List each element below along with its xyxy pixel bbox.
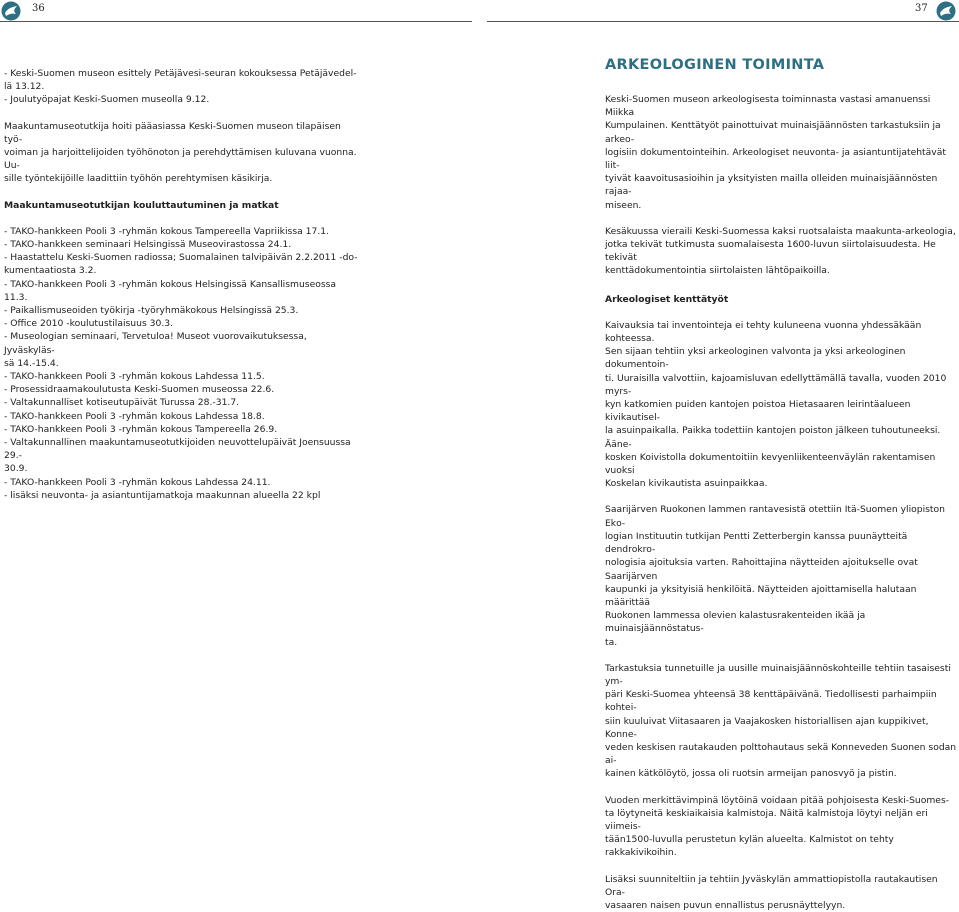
list-item: - TAKO-hankkeen Pooli 3 -ryhmän kokous Lahdessa 18.8. <box>4 410 265 422</box>
training-list <box>4 225 359 502</box>
intro-list <box>4 67 359 107</box>
list-item: - Office 2010 -koulutustilaisuus 30.3. <box>4 318 174 330</box>
list-item: - Haastattelu Keski-Suomen radiossa; Suomalainen talvipäivän 2.2.2011 -do- kumentaatiosta 3.2. <box>4 252 358 277</box>
archaeology-paragraph: Lisäksi suunniteltiin ja tehtiin Jyväskylän ammattiopistolla rautakautisen Ora- vasaaren naisen puvun ennallistus perusnäyttelyyn. <box>605 873 938 911</box>
left-header-rule <box>0 21 472 22</box>
list-item: - Joulutyöpajat Keski-Suomen museolla 9.12. <box>4 94 210 106</box>
right-header-rule <box>487 21 959 22</box>
section-heading: ARKEOLOGINEN TOIMINTA <box>605 57 825 73</box>
right-column <box>605 57 959 912</box>
bird-logo-icon <box>936 1 956 21</box>
list-item: - TAKO-hankkeen Pooli 3 -ryhmän kokous Lahdessa 11.5. <box>4 371 265 383</box>
archaeology-paragraph: Saarijärven Ruokonen lammen rantavesistä otettiin Itä-Suomen yliopiston Ekо- logian Instituutin tutkijan Pentti Zetterbergin kanssa puunäytteitä dendrokro- nologisia ajoituksia varten. Rahoittajina näytteiden ajoitukselle ovat Saarijärven kaupunki ja yksityisiä henkilöitä. Näytteiden ajoittamisella halutaan määrittää Ruokonen lammessa olevien kalastusrakenteiden ikää ja muinaisjäännöstatus- ta. <box>605 504 945 648</box>
list-item: - Paikallismuseoiden työkirja -työryhmäkokous Helsingissä 25.3. <box>4 305 299 317</box>
staff-paragraph: Maakuntamuseotutkija hoiti pääasiassa Keski-Suomen museon tilapäisen työ- voiman ja harjoittelijoiden työhönoton ja perehdyttämisen kuluvana vuonna. Uu- sille työntekijöille laadittiin työhön perehtymisen käsikirja. <box>4 120 357 185</box>
right-page-number: 37 <box>915 3 928 14</box>
archaeology-paragraph: Kesäkuussa vieraili Keski-Suomessa kaksi ruotsalaista maakunta-arkeologia, jotka tekivät tutkimusta suomalaisesta 1600-luvun siirtolaisuudesta. He tekivät kenttädokumentointia siirtolaisten lähtöpaikoilla. <box>605 225 956 277</box>
list-item: - Valtakunnallinen maakuntamuseotutkijoiden neuvottelupäivät Joensuussa 29.- 30.9. <box>4 437 351 475</box>
list-item: - TAKO-hankkeen Pooli 3 -ryhmän kokous Lahdessa 24.11. <box>4 476 271 488</box>
training-heading: Maakuntamuseotutkijan kouluttautuminen ja matkat <box>4 199 279 211</box>
left-page-number: 36 <box>32 3 45 14</box>
list-item: - Prosessidraamakoulutusta Keski-Suomen museossa 22.6. <box>4 384 275 396</box>
archaeology-paragraph: Tarkastuksia tunnetuille ja uusille muinaisjäännöskohteille tehtiin tasaisesti ym- päri Keski-Suomea yhteensä 38 kenttäpäivänä. Tiedollisesti parhaimpiin kohtei- siin kuuluivat Viitasaaren ja Vaajakosken historiallisen ajan kuppikivet, Konne- veden keskisen rautakauden polttohautaus sekä Konneveden Suonen sodan ai- kainen kätkölöytö, jossa oli ruotsin armeijan panosvyö ja pistin. <box>605 662 957 780</box>
list-item: - Valtakunnalliset kotiseutupäivät Turussa 28.-31.7. <box>4 397 240 409</box>
fieldwork-heading: Arkeologiset kenttätyöt <box>605 293 729 305</box>
list-item: - lisäksi neuvonta- ja asiantuntijamatkoja maakunnan alueella 22 kpl <box>4 489 321 501</box>
archaeology-paragraph: Vuoden merkittävimpinä löytöinä voidaan pitää pohjoisesta Keski-Suomes- ta löytyneitä keskiaikaisia kalmistoja. Näitä kalmistoja löytyi neljän eri viimeis- tään1500-luvulla perustetun kylän alueelta. Kalmistot on tehty rakkakivikoihin. <box>605 794 950 859</box>
list-item: - TAKO-hankkeen seminaari Helsingissä Museovirastossa 24.1. <box>4 239 292 251</box>
list-item: - Keski-Suomen museon esittely Petäjävesi-seuran kokouksessa Petäjävedel- lä 13.12. <box>4 68 357 93</box>
bird-logo-icon <box>1 1 21 21</box>
list-item: - TAKO-hankkeen Pooli 3 -ryhmän kokous Helsingissä Kansallismuseossa 11.3. <box>4 278 337 303</box>
archaeology-paragraph: Keski-Suomen museon arkeologisesta toiminnasta vastasi amanuenssi Miikka Kumpulainen. Kenttätyöt painottuivat muinaisjäännösten tarkastuksiin ja arkeo- logisiin dokumentointeihin. Arkeologiset neuvonta- ja asiantuntijatehtävät liit- tyivät kaavoitusasioihin ja yksityisten mailla olleiden muinaisjäännösten rajaa- miseen. <box>605 94 946 211</box>
left-column <box>4 67 359 502</box>
list-item: - TAKO-hankkeen Pooli 3 -ryhmän kokous Tampereella Vapriikissa 17.1. <box>4 225 330 237</box>
archaeology-paragraph: Kaivauksia tai inventointeja ei tehty kuluneena vuonna yhdessäkään kohteessa. Sen sijaan tehtiin yksi arkeologinen valvonta ja yksi arkeologinen dokumentoin- ti. Uuraisilla valvottiin, kajoamisluvan edellyttämällä tavalla, vuoden 2010 myrs- kyn katkomien puiden kantojen poistoa Hietasaaren leirintäalueen kivikautisel- la asuinpaikalla. Paikka todettiin kantojen poiston jälkeen tuhoutuneeksi. Ääne- kosken Koivistolla dokumentoitiin kevyenliikenteenväylän rakentamisen vuoksi Koskelan kivikautista asuinpaikkaa. <box>605 319 947 490</box>
list-item: - TAKO-hankkeen Pooli 3 -ryhmän kokous Tampereella 26.9. <box>4 423 278 435</box>
list-item: - Museologian seminaari, Tervetuloa! Museot vuorovaikutuksessa, Jyväskyläs- sä 14.-15.4. <box>4 331 307 369</box>
